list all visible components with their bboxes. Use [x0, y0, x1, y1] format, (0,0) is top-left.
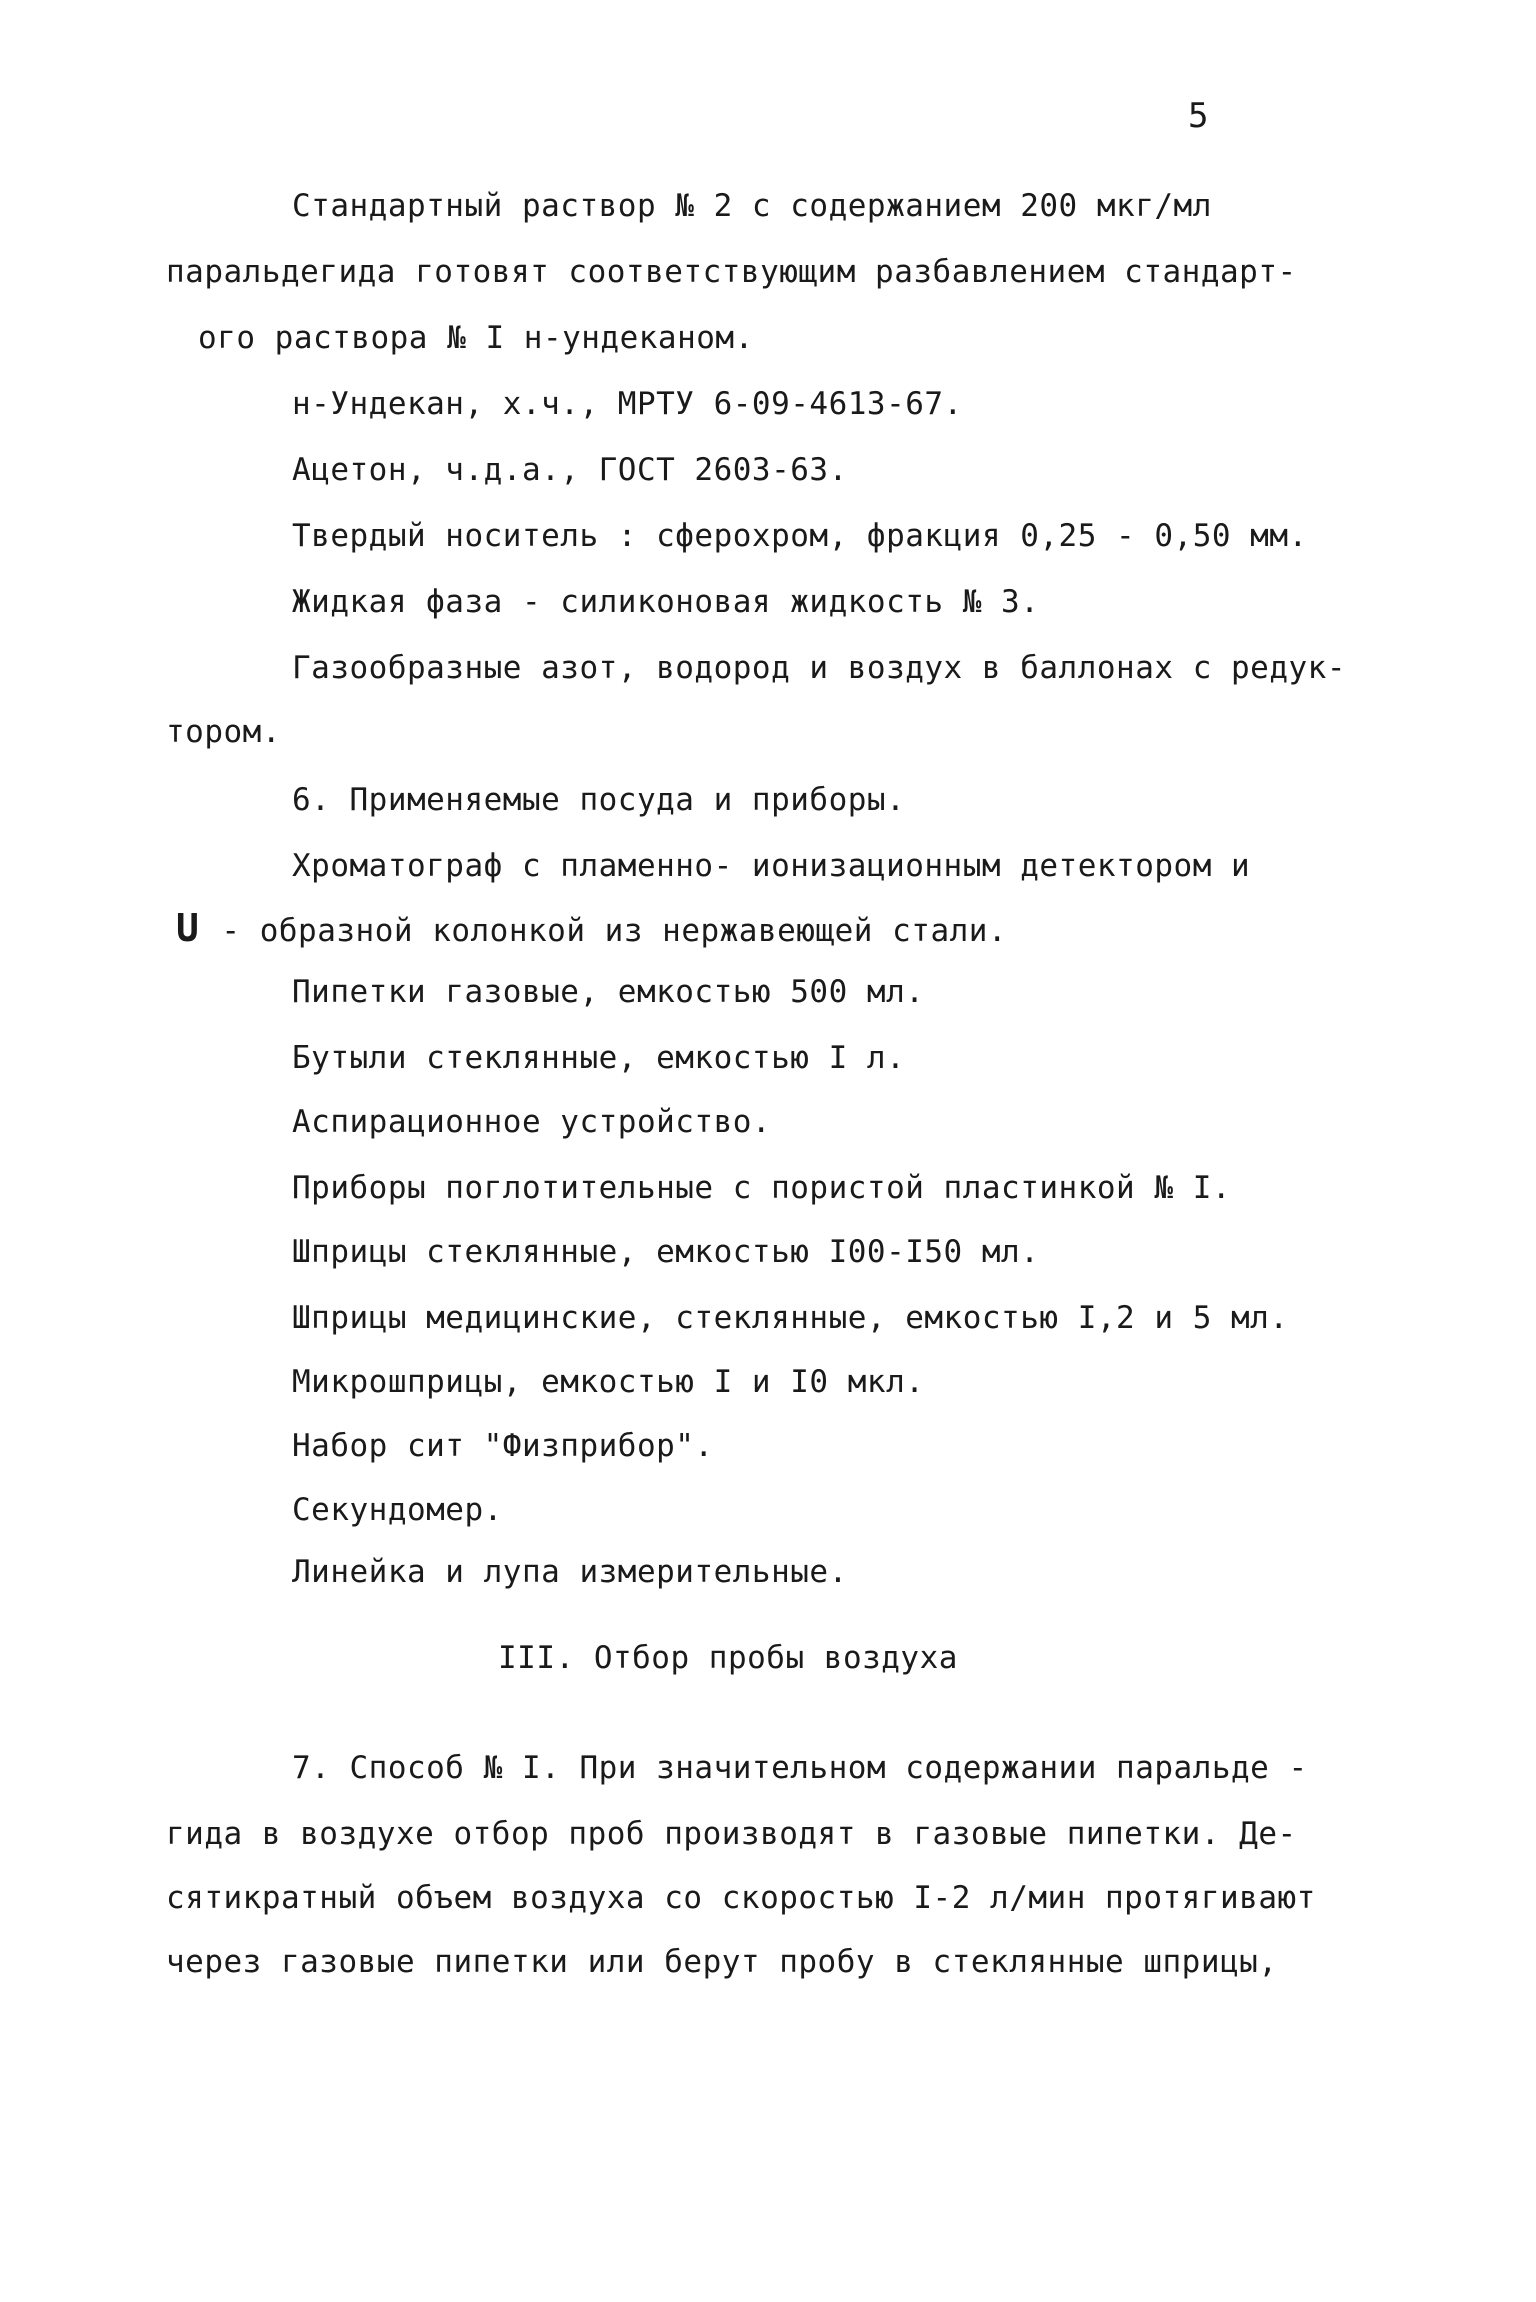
text-line: Газообразные азот, водород и воздух в баллонах с редук-: [292, 650, 1346, 686]
paragraph-line: 7. Способ № I. При значительном содержании паральде -: [292, 1750, 1308, 1786]
text-line: Набор сит "Физприбор".: [292, 1428, 714, 1464]
text-line: паральдегида готовят соответствующим разбавлением стандарт-: [166, 254, 1297, 290]
text-line: Жидкая фаза - силиконовая жидкость № 3.: [292, 584, 1040, 620]
text-line: Стандартный раствор № 2 с содержанием 200 мкг/мл: [292, 188, 1212, 224]
text-line: Бутыли стеклянные, емкостью I л.: [292, 1040, 906, 1076]
text-line: Аспирационное устройство.: [292, 1104, 772, 1140]
text-line: Приборы поглотительные с пористой пластинкой № I.: [292, 1170, 1232, 1206]
text-line: Ацетон, ч.д.а., ГОСТ 2603-63.: [292, 452, 848, 488]
text-line-part: - образной колонкой из нержавеющей стали.: [221, 913, 1008, 949]
text-line: тором.: [166, 714, 281, 750]
u-shape-letter: U: [176, 906, 200, 950]
text-line: н-Ундекан, х.ч., МРТУ 6-09-4613-67.: [292, 386, 963, 422]
text-line: Секундомер.: [292, 1492, 503, 1528]
section-heading: III. Отбор пробы воздуха: [498, 1640, 958, 1676]
paragraph-line: через газовые пипетки или берут пробу в стеклянные шприцы,: [166, 1944, 1278, 1980]
text-line: Пипетки газовые, емкостью 500 мл.: [292, 974, 925, 1010]
text-line: ого раствора № I н-ундеканом.: [198, 320, 754, 356]
text-line: Шприцы медицинские, стеклянные, емкостью I,2 и 5 мл.: [292, 1300, 1289, 1336]
text-line: Линейка и лупа измерительные.: [292, 1554, 848, 1590]
text-line: Твердый носитель : сферохром, фракция 0,25 - 0,50 мм.: [292, 518, 1308, 554]
paragraph-line: сятикратный объем воздуха со скоростью I-2 л/мин протягивают: [166, 1880, 1316, 1916]
text-line: [176, 908, 1007, 951]
page-number: 5: [1188, 96, 1209, 136]
paragraph-line: гида в воздухе отбор проб производят в газовые пипетки. Де-: [166, 1816, 1297, 1852]
text-line: Хроматограф с пламенно- ионизационным детектором и: [292, 848, 1251, 884]
text-line: Шприцы стеклянные, емкостью I00-I50 мл.: [292, 1234, 1040, 1270]
text-line: Микрошприцы, емкостью I и I0 мкл.: [292, 1364, 925, 1400]
section-6-title: 6. Применяемые посуда и приборы.: [292, 782, 906, 818]
